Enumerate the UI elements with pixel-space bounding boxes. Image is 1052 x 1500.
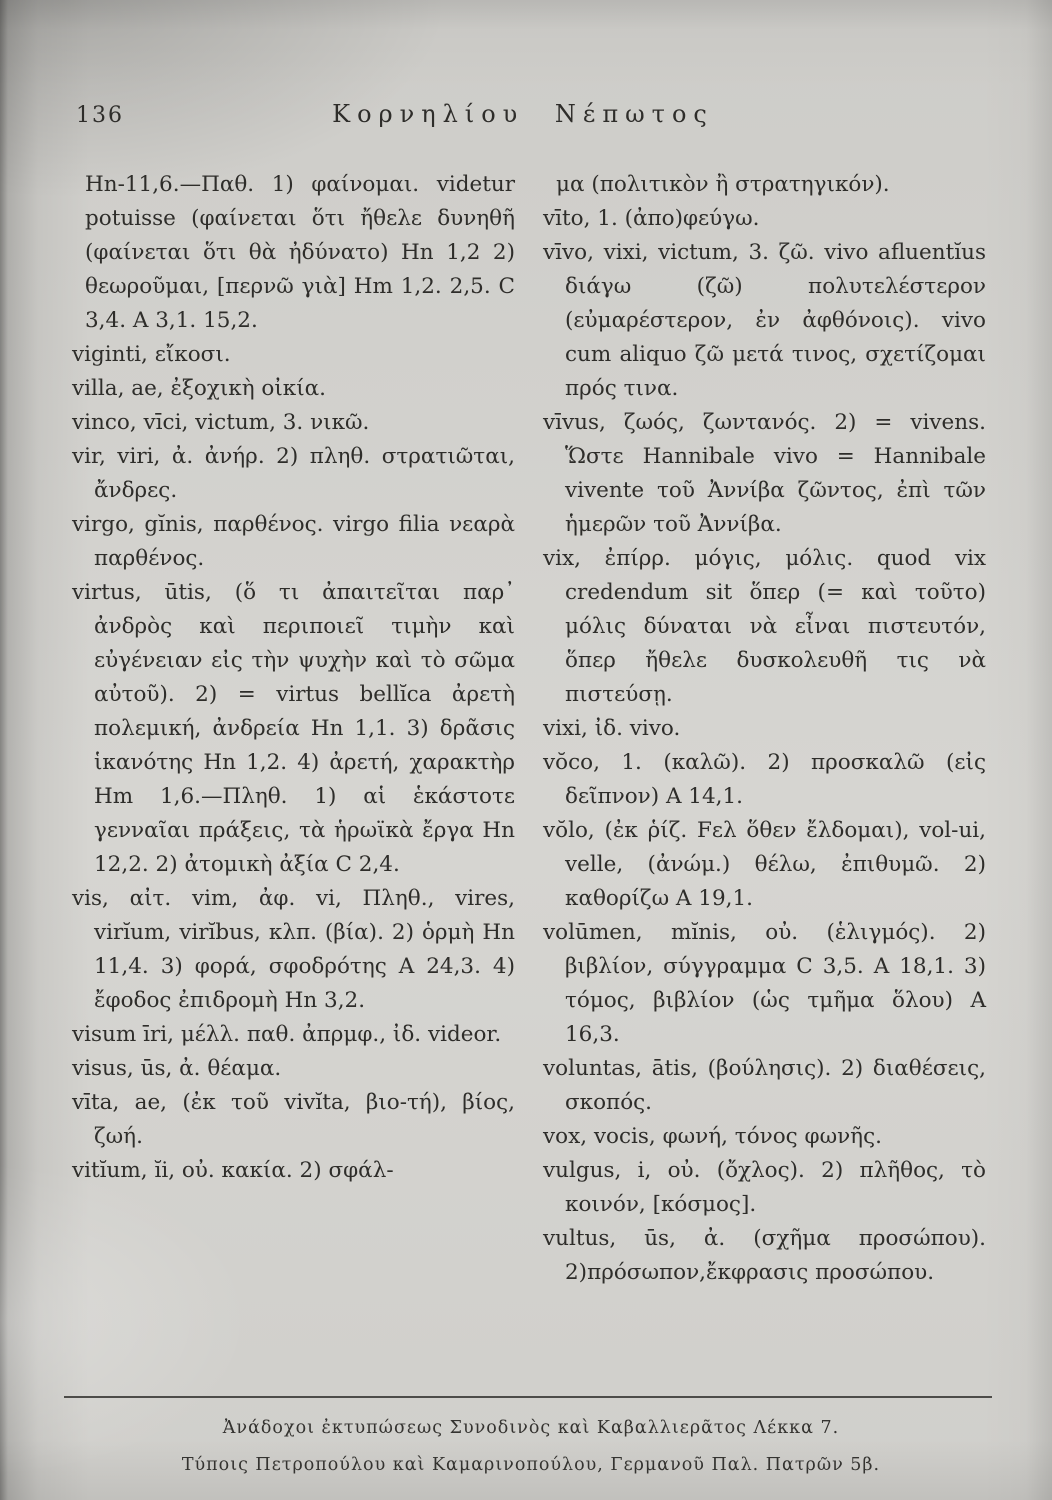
dictionary-entry: vitĭum, ĭi, οὐ. κακία. 2) σφάλ- (72, 1158, 394, 1183)
dictionary-entry: vŏco, 1. (καλῶ). 2) προσκαλῶ (εἰς δεῖπνον) A 14,1. (543, 750, 986, 809)
dictionary-entry: visus, ūs, ἀ. θέαμα. (72, 1056, 282, 1081)
dictionary-entry: volūmen, mĭnis, οὐ. (ἑλιγμός). 2) βιβλίον, σύγγραμμα C 3,5. A 18,1. 3) τόμος, βιβλίον (ὡς τμῆμα ὅλου) A 16,3. (543, 920, 986, 1047)
left-column (72, 168, 515, 1290)
footer-rule (64, 1396, 992, 1398)
dictionary-entry: virtus, ūtis, (ὅ τι ἀπαιτεῖται παρ᾽ ἀνδρὸς καὶ περιποιεῖ τιμὴν καὶ εὐγένειαν εἰς τὴν ψυχὴν καὶ τὸ σῶμα αὐτοῦ). 2) = virtus bellĭca ἀρετὴ πολεμική, ἀνδρεία Hn 1,1. 3) δρᾶσις ἱκανότης Hn 1,2. 4) ἀρετή, χαρακτὴρ Hm 1,6.—Πληθ. 1) αἱ ἑκάστοτε γενναῖαι πράξεις, τὰ ἡρωϊκὰ ἔργα Hn 12,2. 2) ἀτομικὴ ἀξία C 2,4. (72, 580, 515, 877)
dictionary-entry: voluntas, ātis, (βούλησις). 2) διαθέσεις, σκοπός. (543, 1056, 986, 1115)
page-number: 136 (76, 103, 124, 128)
text-columns (72, 168, 986, 1290)
dictionary-entry-continuation: μα (πολιτικὸν ἢ στρατηγικόν). (556, 172, 890, 197)
dictionary-entry-continuation: Hn-11,6.—Παθ. 1) φαίνομαι. videtur potuisse (φαίνεται ὅτι ἤθελε δυνηθῆ (φαίνεται ὅτι θὰ ἠδύνατο) Hn 1,2 2) θεωροῦμαι, [περνῶ γιὰ] Hm 1,2. 2,5. C 3,4. A 3,1. 15,2. (85, 172, 515, 333)
printer-note-line: Τύποις Πετροπούλου καὶ Καμαρινοπούλου, Γερμανοῦ Παλ. Πατρῶν 5β. (181, 1455, 881, 1475)
dictionary-entry: vulgus, i, οὐ. (ὄχλος). 2) πλῆθος, τὸ κοινόν, [κόσμος]. (543, 1158, 986, 1217)
dictionary-entry: viginti, εἴκοσι. (72, 342, 231, 367)
dictionary-entry: vir, viri, ἀ. ἀνήρ. 2) πληθ. στρατιῶται, ἄνδρες. (72, 444, 515, 503)
dictionary-entry: vīvus, ζωός, ζωντανός. 2) = vivens. Ὥστε Hannibale vivo = Hannibale vivente τοῦ Ἀννίβα ζῶντος, ἐπὶ τῶν ἡμερῶν τοῦ Ἀννίβα. (543, 410, 986, 537)
printer-note-line: Ἀνάδοχοι ἐκτυπώσεως Συνοδινὸς καὶ Καβαλλιερᾶτος Λέκκα 7. (222, 1418, 840, 1438)
dictionary-entry: vīto, 1. (ἀπο)φεύγω. (543, 206, 760, 231)
dictionary-entry: vixi, ἰδ. vivo. (543, 716, 681, 741)
dictionary-entry: vīta, ae, (ἐκ τοῦ vivĭta, βιο-τή), βίος, ζωή. (72, 1090, 515, 1149)
dictionary-entry: vis, αἰτ. vim, ἀφ. vi, Πληθ., vires, virĭum, virĭbus, κλπ. (βία). 2) ὁρμὴ Hn 11,4. 3) φορά, σφοδρότης A 24,3. 4) ἔφοδος ἐπιδρομὴ Hn 3,2. (72, 886, 515, 1013)
page-title: Κορνηλίου Νέπωτος (332, 100, 714, 128)
dictionary-entry: vŏlo, (ἐκ ῥίζ. Fελ ὅθεν ἔλδομαι), vol-ui, velle, (ἀνώμ.) θέλω, ἐπιθυμῶ. 2) καθορίζω A 19,1. (543, 818, 986, 911)
dictionary-entry: virgo, gĭnis, παρθένος. virgo filia νεαρὰ παρθένος. (72, 512, 515, 571)
dictionary-entry: vix, ἐπίρρ. μόγις, μόλις. quod vix credendum sit ὅπερ (= καὶ τοῦτο) μόλις δύναται νὰ εἶναι πιστευτόν, ὅπερ ἤθελε δυσκολευθῆ τις νὰ πιστεύσῃ. (543, 546, 986, 707)
dictionary-entry: vīvo, vixi, victum, 3. ζῶ. vivo afluentĭus διάγω (ζῶ) πολυτελέστερον (εὐμαρέστερον, ἐν ἀφθόνοις). vivo cum aliquo ζῶ μετά τινος, σχετίζομαι πρός τινα. (543, 240, 986, 401)
dictionary-entry: villa, ae, ἐξοχικὴ οἰκία. (72, 376, 327, 401)
dictionary-entry: visum īri, μέλλ. παθ. ἀπρμφ., ἰδ. videor. (72, 1022, 502, 1047)
dictionary-entry: vinco, vīci, victum, 3. νικῶ. (72, 410, 370, 435)
page-header (76, 100, 982, 128)
dictionary-entry: vultus, ūs, ἀ. (σχῆμα προσώπου). 2)πρόσωπον,ἔκφρασις προσώπου. (543, 1226, 986, 1285)
right-column (543, 168, 986, 1290)
dictionary-entry: vox, vocis, φωνή, τόνος φωνῆς. (543, 1124, 882, 1149)
page-footer (76, 1410, 986, 1484)
